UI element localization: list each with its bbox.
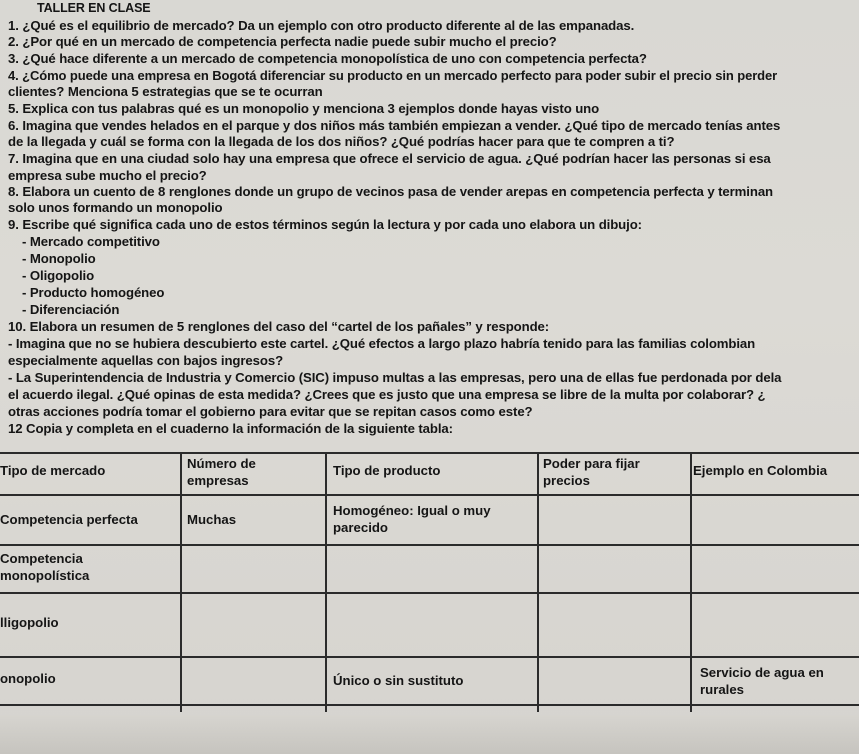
question-10-a-cont: especialmente aquellas con bajos ingresos? (8, 353, 284, 368)
row-monopolio-producto: Único o sin sustituto (333, 673, 464, 688)
row-competencia-perfecta-producto: Homogéneo: Igual o muy parecido (333, 503, 491, 535)
row-monopolio-ejemplo: Servicio de agua en rurales (700, 665, 824, 697)
question-8-cont: solo unos formando un monopolio (8, 200, 223, 215)
question-5: 5. Explica con tus palabras qué es un monopolio y menciona 3 ejemplos donde hayas visto uno (8, 101, 600, 116)
question-6: 6. Imagina que vendes helados en el parque y dos niños más también empiezan a vender. ¿Qué tipo de mercado tenías antes (8, 118, 781, 133)
term-diferenciacion: - Diferenciación (22, 302, 120, 317)
header-ejemplo-colombia: Ejemplo en Colombia (693, 463, 828, 478)
row-monopolio-tipo: onopolio (0, 671, 56, 686)
table-col-divider (537, 452, 539, 712)
header-numero-empresas: Número de empresas (187, 456, 256, 488)
table-col-divider (325, 452, 327, 712)
question-9: 9. Escribe qué significa cada uno de estos términos según la lectura y por cada uno elabora un dibujo: (8, 217, 642, 232)
question-7: 7. Imagina que en una ciudad solo hay una empresa que ofrece el servicio de agua. ¿Qué podrían hacer las personas si esa (8, 151, 771, 166)
table-row-divider (0, 656, 859, 658)
term-producto-homogeneo: - Producto homogéneo (22, 285, 165, 300)
question-10-b: - La Superintendencia de Industria y Comercio (SIC) impuso multas a las empresas, pero una de ellas fue perdonada por dela (8, 370, 782, 385)
question-2: 2. ¿Por qué en un mercado de competencia perfecta nadie puede subir mucho el precio? (8, 34, 557, 49)
row-competencia-monopolistica-tipo: Competencia monopolística (0, 551, 90, 583)
table-col-divider (690, 452, 692, 712)
question-3: 3. ¿Qué hace diferente a un mercado de competencia monopolística de uno con competencia perfecta? (8, 51, 647, 66)
question-10: 10. Elabora un resumen de 5 renglones del caso del “cartel de los pañales” y responde: (8, 319, 550, 334)
table-row-divider (0, 704, 859, 706)
question-12: 12 Copia y completa en el cuaderno la información de la siguiente tabla: (8, 421, 453, 436)
question-1: 1. ¿Qué es el equilibrio de mercado? Da un ejemplo con otro producto diferente al de las empanadas. (8, 18, 635, 33)
question-4: 4. ¿Cómo puede una empresa en Bogotá diferenciar su producto en un mercado perfecto para poder subir el precio sin perder (8, 68, 778, 83)
question-6-cont: de la llegada y cuál se forma con la llegada de los dos niños? ¿Qué podrías hacer para que te compren a ti? (8, 134, 675, 149)
question-10-b-cont: el acuerdo ilegal. ¿Qué opinas de esta medida? ¿Crees que es justo que una empresa se libre de la multa por colaborar? ¿ (8, 387, 766, 402)
question-8: 8. Elabora un cuento de 8 renglones donde un grupo de vecinos pasa de vender arepas en competencia perfecta y terminan (8, 184, 774, 199)
term-mercado-competitivo: - Mercado competitivo (22, 234, 160, 249)
paper-shadow (0, 714, 859, 754)
term-oligopolio: - Oligopolio (22, 268, 95, 283)
row-oligopolio-tipo: lligopolio (0, 615, 59, 630)
table-row-divider (0, 544, 859, 546)
question-4-cont: clientes? Menciona 5 estrategias que se te ocurran (8, 84, 323, 99)
term-monopolio: - Monopolio (22, 251, 96, 266)
market-types-table (0, 452, 859, 712)
question-10-a: - Imagina que no se hubiera descubierto este cartel. ¿Qué efectos a largo plazo habría tenido para las familias colombian (8, 336, 756, 351)
table-row-divider (0, 452, 859, 454)
header-tipo-producto: Tipo de producto (333, 463, 441, 478)
header-tipo-mercado: Tipo de mercado (0, 463, 106, 478)
table-row-divider (0, 494, 859, 496)
row-competencia-perfecta-tipo: Competencia perfecta (0, 512, 138, 527)
row-competencia-perfecta-empresas: Muchas (187, 512, 237, 527)
table-row-divider (0, 592, 859, 594)
question-10-b-cont2: otras acciones podría tomar el gobierno para evitar que se repitan casos como este? (8, 404, 533, 419)
header-poder-fijar-precios: Poder para fijar precios (543, 456, 640, 488)
table-col-divider (180, 452, 182, 712)
worksheet-title: TALLER EN CLASE (37, 1, 151, 15)
question-7-cont: empresa sube mucho el precio? (8, 168, 207, 183)
